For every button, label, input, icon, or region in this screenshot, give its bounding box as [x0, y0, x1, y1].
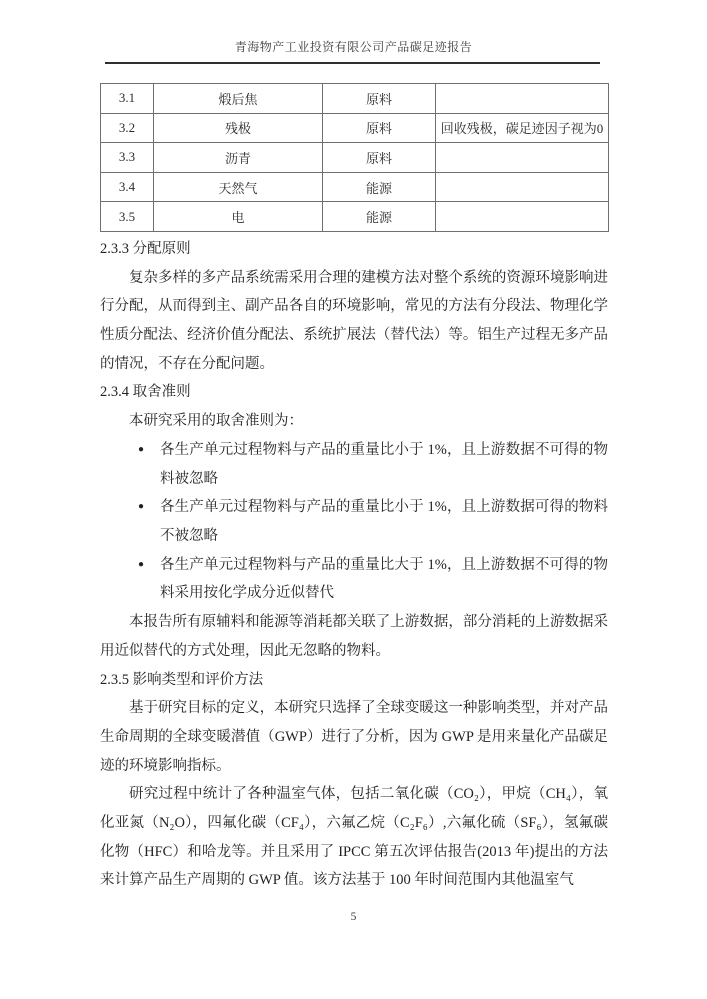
section-heading-2-3-3: 2.3.3 分配原则: [100, 240, 191, 257]
cell-material: 煅后焦: [154, 84, 323, 114]
cell-row-number: 3.5: [101, 202, 154, 232]
page-header: [0, 38, 707, 55]
paragraph-allocation: 复杂多样的多产品系统需采用合理的建模方法对整个系统的资源环境影响进行分配，从而得到主、副产品各自的环境影响，常见的方法有分段法、物理化学性质分配法、经济价值分配法、系统扩展法（替代法）等。铝生产过程无多产品的情况，不存在分配问题。: [100, 269, 608, 372]
table-row: [101, 202, 609, 232]
materials-table: [100, 83, 609, 232]
cell-category: 能源: [323, 172, 436, 202]
page-number: 5: [350, 911, 357, 923]
cell-material: 残极: [154, 113, 323, 143]
cell-row-number: 3.3: [101, 143, 154, 173]
cell-material: 天然气: [154, 172, 323, 202]
cell-row-number: 3.1: [101, 84, 154, 114]
list-item: [136, 551, 608, 608]
cell-category: 原料: [323, 113, 436, 143]
cell-material: 沥青: [154, 143, 323, 173]
list-item: [136, 436, 608, 493]
cell-category: 能源: [323, 202, 436, 232]
cell-note: 回收残极，碳足迹因子视为0: [436, 113, 609, 143]
list-item-text: 各生产单元过程物料与产品的重量比大于 1%，且上游数据不可得的物料采用按化学成分近似替代: [160, 556, 608, 602]
paragraph-cutoff-intro: 本研究采用的取舍准则为：: [129, 413, 303, 430]
page-content: [100, 83, 608, 895]
cell-category: 原料: [323, 143, 436, 173]
cell-note: [436, 172, 609, 202]
table-row: [101, 113, 609, 143]
cell-note: [436, 202, 609, 232]
header-title: 青海物产工业投资有限公司产品碳足迹报告: [234, 40, 473, 54]
cell-row-number: 3.2: [101, 113, 154, 143]
cell-category: 原料: [323, 84, 436, 114]
table-row: [101, 84, 609, 114]
table-row: [101, 172, 609, 202]
cell-note: [436, 143, 609, 173]
cell-row-number: 3.4: [101, 172, 154, 202]
cell-material: 电: [154, 202, 323, 232]
cutoff-rule-list: [136, 436, 608, 608]
cell-note: [436, 84, 609, 114]
bullet-icon: ●: [138, 558, 145, 570]
list-item-text: 各生产单元过程物料与产品的重量比小于 1%，且上游数据可得的物料不被忽略: [160, 499, 608, 544]
bullet-icon: ●: [138, 443, 145, 455]
list-item-text: 各生产单元过程物料与产品的重量比小于 1%，且上游数据不可得的物料被忽略: [160, 441, 608, 487]
body-text: [100, 235, 608, 895]
table-row: [101, 143, 609, 173]
header-divider: [105, 62, 600, 64]
section-heading-2-3-4: 2.3.4 取舍准则: [100, 384, 191, 401]
paragraph-ghg-list: 研究过程中统计了各种温室气体，包括二氧化碳（CO₂），甲烷（CH₄），氧化亚氮（N₂O），四氟化碳（CF₄），六氟乙烷（C₂F₆）,六氟化硫（SF₆），氢氟碳化物（HFC）和哈龙等。并且采用了 IPCC 第五次评估报告(2013 年)提出的方法来计算产品生产周期的 GWP 值。该方法基于 100 年时间范围内其他温室气: [100, 786, 608, 889]
list-item: [136, 493, 608, 550]
bullet-icon: ●: [138, 501, 145, 513]
paragraph-impact-type: 基于研究目标的定义，本研究只选择了全球变暖这一种影响类型，并对产品生命周期的全球变暖潜值（GWP）进行了分析，因为 GWP 是用来量化产品碳足迹的环境影响指标。: [100, 700, 608, 774]
section-heading-2-3-5: 2.3.5 影响类型和评价方法: [100, 671, 264, 688]
paragraph-cutoff-summary: 本报告所有原辅料和能源等消耗都关联了上游数据，部分消耗的上游数据采用近似替代的方式处理，因此无忽略的物料。: [100, 614, 608, 659]
